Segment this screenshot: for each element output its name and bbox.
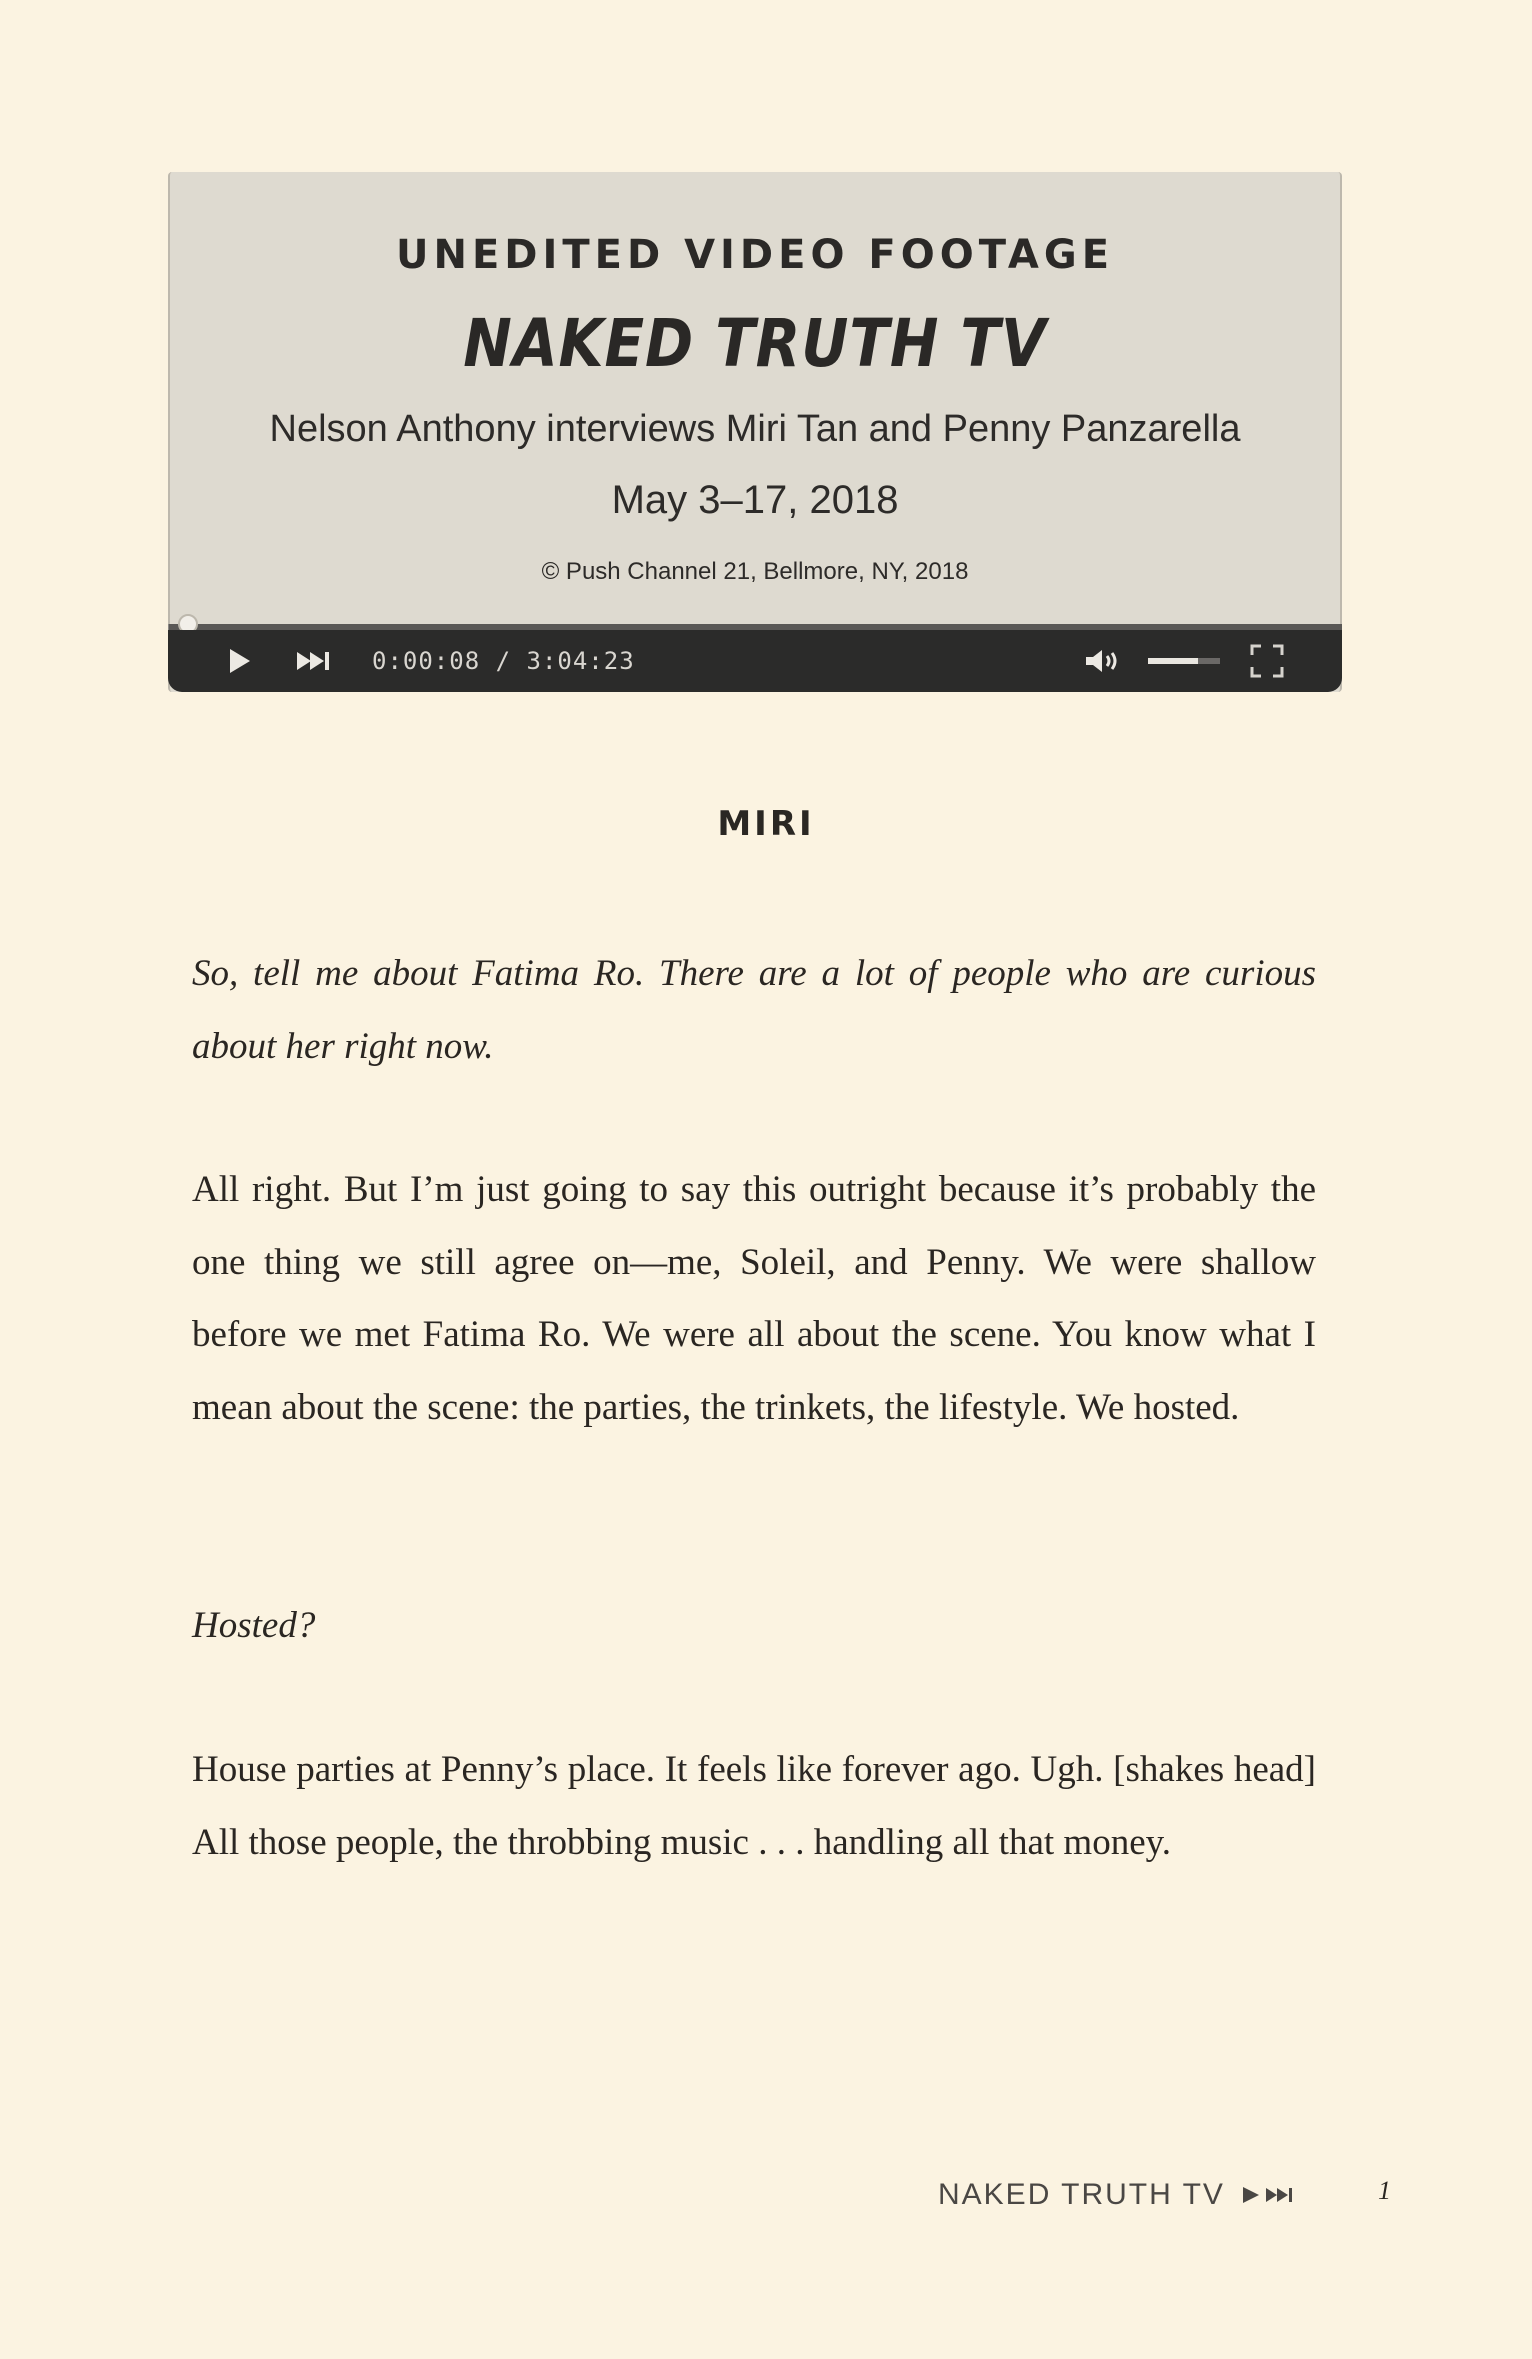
video-player [168, 172, 1342, 692]
interviewer-question: So, tell me about Fatima Ro. There are a lot of people who are curious about her right now. [192, 953, 1316, 1067]
video-title: NAKED TRUTH TV [463, 305, 1047, 382]
running-title: NAKED TRUTH TV [938, 2178, 1225, 2211]
answer-paragraph: All right. But I’m just going to say this outright because it’s probably the one thing we still agree on—me, Soleil, and Penny. We were shallow before we met Fatima Ro. We were all about the scene. You know what I mean about the scene: the parties, the trinkets, the lifestyle. We hosted. [192, 1169, 1316, 1428]
page-number: 1 [1378, 2176, 1391, 2205]
video-date: May 3–17, 2018 [611, 478, 899, 522]
video-subtitle: Nelson Anthony interviews Miri Tan and Penny Panzarella [269, 408, 1241, 450]
volume-icon[interactable] [1084, 630, 1124, 692]
volume-slider[interactable] [1148, 630, 1220, 692]
footer-player-icons [1241, 2185, 1295, 2205]
play-icon[interactable] [228, 630, 252, 692]
volume-track [1148, 658, 1220, 664]
video-kicker: UNEDITED VIDEO FOOTAGE [395, 232, 1115, 278]
answer-paragraph: House parties at Penny’s place. It feels like forever ago. Ugh. [shakes head] All those people, the throbbing music . . . handling all that money. [192, 1749, 1316, 1863]
skip-forward-icon[interactable] [296, 630, 332, 692]
play-icon [1241, 2185, 1261, 2205]
interviewer-question: Hosted? [192, 1605, 316, 1646]
video-copyright: © Push Channel 21, Bellmore, NY, 2018 [541, 558, 969, 585]
speaker-heading: MIRI [717, 804, 815, 844]
running-footer [938, 2172, 1295, 2218]
volume-fill [1148, 658, 1198, 664]
timecode: 0:00:08 / 3:04:23 [372, 647, 635, 675]
fullscreen-icon[interactable] [1250, 630, 1284, 692]
skip-forward-icon [1265, 2185, 1295, 2205]
control-bar [168, 630, 1342, 692]
